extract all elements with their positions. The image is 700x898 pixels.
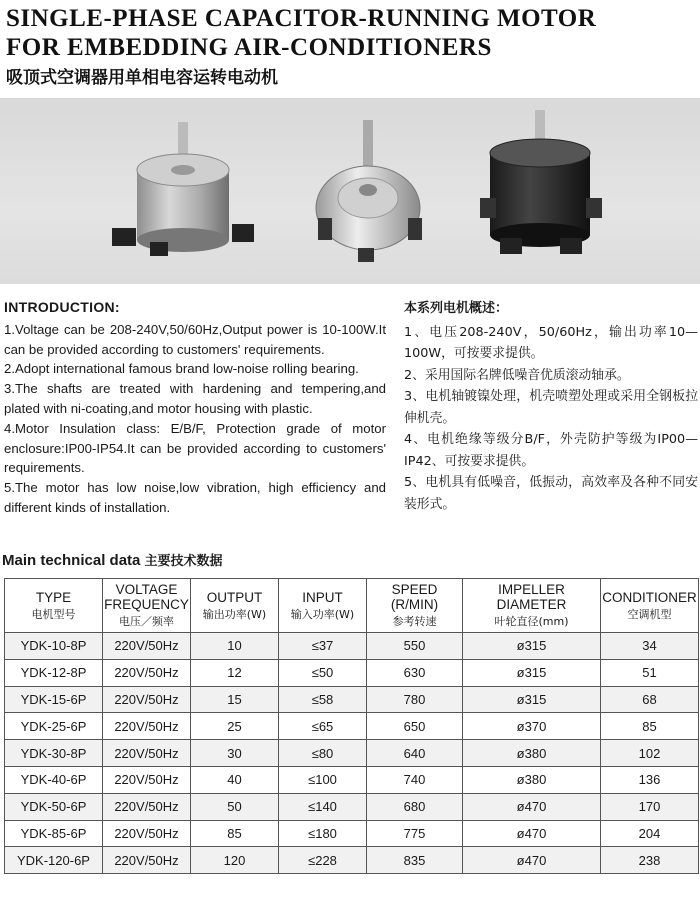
- table-cell: ≤50: [279, 659, 367, 686]
- table-row: [5, 847, 699, 874]
- table-cell: ø470: [463, 820, 601, 847]
- table-cell: 170: [601, 793, 699, 820]
- column-header-cn: 空调机型: [627, 607, 672, 621]
- column-header: [367, 579, 463, 633]
- table-cell: 10: [191, 633, 279, 660]
- table-cell: ≤100: [279, 766, 367, 793]
- table-cell: 34: [601, 633, 699, 660]
- table-cell: 650: [367, 713, 463, 740]
- table-cell: 238: [601, 847, 699, 874]
- column-header-cn: 叶轮直径(mm): [494, 615, 569, 628]
- table-cell: 220V/50Hz: [103, 740, 191, 767]
- column-header-en: TYPE: [35, 589, 72, 605]
- table-cell: YDK-50-6P: [5, 793, 103, 820]
- table-cell: 550: [367, 633, 463, 660]
- table-cell: 220V/50Hz: [103, 713, 191, 740]
- table-row: [5, 820, 699, 847]
- column-header-en: CONDITIONER: [602, 589, 697, 605]
- intro-item-3: 3.The shafts are treated with hardening and tempering,and plated with ni-coating,and motor housing with plastic.: [4, 381, 386, 416]
- intro-item-4: 4.Motor Insulation class: E/B/F, Protection grade of motor enclosure:IP00-IP54.It can be provided according to customers' requirements.: [4, 420, 386, 476]
- table-cell: 740: [367, 766, 463, 793]
- motor-3-image: [480, 110, 602, 254]
- table-cell: 12: [191, 659, 279, 686]
- table-cell: 835: [367, 847, 463, 874]
- table-cell: 85: [601, 713, 699, 740]
- introduction-heading: INTRODUCTION:: [4, 299, 120, 315]
- table-cell: ø315: [463, 633, 601, 660]
- table-cell: 220V/50Hz: [103, 633, 191, 660]
- table-cell: ø315: [463, 659, 601, 686]
- table-cell: 25: [191, 713, 279, 740]
- intro-item-5: 5.The motor has low noise,low vibration, high efficiency and different kinds of installation.: [4, 480, 386, 515]
- introduction-english: [4, 298, 386, 518]
- motor-photo-illustration: [0, 98, 700, 284]
- column-header: [191, 579, 279, 633]
- table-cell: YDK-15-6P: [5, 686, 103, 713]
- table-cell: ≤58: [279, 686, 367, 713]
- table-cell: 40: [191, 766, 279, 793]
- table-cell: ≤140: [279, 793, 367, 820]
- table-cell: 204: [601, 820, 699, 847]
- table-cell: YDK-10-8P: [5, 633, 103, 660]
- title-line-2: FOR EMBEDDING AIR-CONDITIONERS: [6, 34, 492, 61]
- table-cell: 220V/50Hz: [103, 820, 191, 847]
- table-cell: ≤37: [279, 633, 367, 660]
- column-header-cn: 参考转速: [392, 615, 437, 628]
- table-cell: 220V/50Hz: [103, 847, 191, 874]
- table-cell: 630: [367, 659, 463, 686]
- table-cell: YDK-25-6P: [5, 713, 103, 740]
- table-cell: 50: [191, 793, 279, 820]
- table-cell: 68: [601, 686, 699, 713]
- column-header-en: IMPELLER DIAMETER: [496, 582, 567, 612]
- table-cell: 220V/50Hz: [103, 766, 191, 793]
- column-header-en: OUTPUT: [206, 589, 263, 605]
- column-header: [279, 579, 367, 633]
- column-header: [601, 579, 699, 633]
- table-cell: ø470: [463, 847, 601, 874]
- table-cell: YDK-40-6P: [5, 766, 103, 793]
- table-cell: ≤180: [279, 820, 367, 847]
- intro-cn-item-2: 2、采用国际名牌低噪音优质滚动轴承。: [404, 367, 630, 383]
- intro-item-2: 2.Adopt international famous brand low-noise rolling bearing.: [4, 361, 359, 377]
- table-row: [5, 793, 699, 820]
- table-cell: ≤80: [279, 740, 367, 767]
- table-cell: 780: [367, 686, 463, 713]
- table-cell: 220V/50Hz: [103, 659, 191, 686]
- table-cell: 120: [191, 847, 279, 874]
- table-cell: 102: [601, 740, 699, 767]
- table-cell: YDK-120-6P: [5, 847, 103, 874]
- introduction-heading-cn: 本系列电机概述：: [404, 301, 509, 316]
- table-cell: 136: [601, 766, 699, 793]
- table-row: [5, 740, 699, 767]
- table-cell: YDK-12-8P: [5, 659, 103, 686]
- motor-2-image: [316, 120, 422, 262]
- motor-product-photo: [0, 98, 700, 284]
- page-subtitle-cn: 吸顶式空调器用单相电容运转电动机: [6, 68, 278, 88]
- column-header: [5, 579, 103, 633]
- table-cell: YDK-30-8P: [5, 740, 103, 767]
- table-cell: ≤228: [279, 847, 367, 874]
- table-cell: ø315: [463, 686, 601, 713]
- table-row: [5, 633, 699, 660]
- intro-cn-item-5: 5、电机具有低噪音，低振动，高效率及各种不同安装形式。: [404, 475, 698, 512]
- table-row: [5, 659, 699, 686]
- column-header-cn: 输入功率(W): [290, 607, 355, 621]
- column-header-cn: 电机型号: [31, 607, 76, 621]
- table-row: [5, 713, 699, 740]
- column-header-cn: 电压／频率: [119, 615, 174, 628]
- column-header-en: INPUT: [302, 589, 343, 605]
- column-header-cn: 输出功率(W): [202, 607, 267, 621]
- motor-1-image: [112, 122, 254, 256]
- table-cell: 220V/50Hz: [103, 793, 191, 820]
- table-cell: 15: [191, 686, 279, 713]
- table-cell: ø380: [463, 766, 601, 793]
- table-cell: 51: [601, 659, 699, 686]
- table-cell: ø380: [463, 740, 601, 767]
- technical-data-title-cn: 主要技术数据: [144, 554, 223, 569]
- column-header: [103, 579, 191, 633]
- intro-cn-item-4: 4、电机绝缘等级分B/F，外壳防护等级为IP00—IP42、可按要求提供。: [404, 432, 698, 469]
- intro-item-1: 1.Voltage can be 208-240V,50/60Hz,Output power is 10-100W.It can be provided according to customers' requirements.: [4, 321, 386, 357]
- table-cell: 775: [367, 820, 463, 847]
- introduction-chinese: [404, 298, 698, 515]
- title-line-1: SINGLE-PHASE CAPACITOR-RUNNING MOTOR: [6, 5, 597, 32]
- table-body: [5, 633, 699, 874]
- table-cell: YDK-85-6P: [5, 820, 103, 847]
- technical-data-title: [2, 550, 223, 569]
- table-cell: 30: [191, 740, 279, 767]
- table-cell: ø370: [463, 713, 601, 740]
- column-header-en: SPEED (R/MIN): [390, 582, 439, 612]
- technical-data-title-en: Main technical data: [2, 552, 141, 569]
- table-cell: 640: [367, 740, 463, 767]
- intro-cn-item-3: 3、电机轴镀镍处理，机壳喷塑处理或采用全钢板拉伸机壳。: [404, 389, 698, 426]
- table-cell: ø470: [463, 793, 601, 820]
- intro-cn-item-1: 1、电压208-240V，50/60Hz，输出功率10—100W，可按要求提供。: [404, 324, 698, 361]
- table-cell: 680: [367, 793, 463, 820]
- table-cell: ≤65: [279, 713, 367, 740]
- technical-data-table: [4, 578, 699, 874]
- table-row: [5, 686, 699, 713]
- column-header: [463, 579, 601, 633]
- column-header-en: VOLTAGE FREQUENCY: [104, 582, 189, 612]
- table-cell: 220V/50Hz: [103, 686, 191, 713]
- table-cell: 85: [191, 820, 279, 847]
- table-header-row: [5, 579, 699, 633]
- table-row: [5, 766, 699, 793]
- page-title: [6, 4, 596, 62]
